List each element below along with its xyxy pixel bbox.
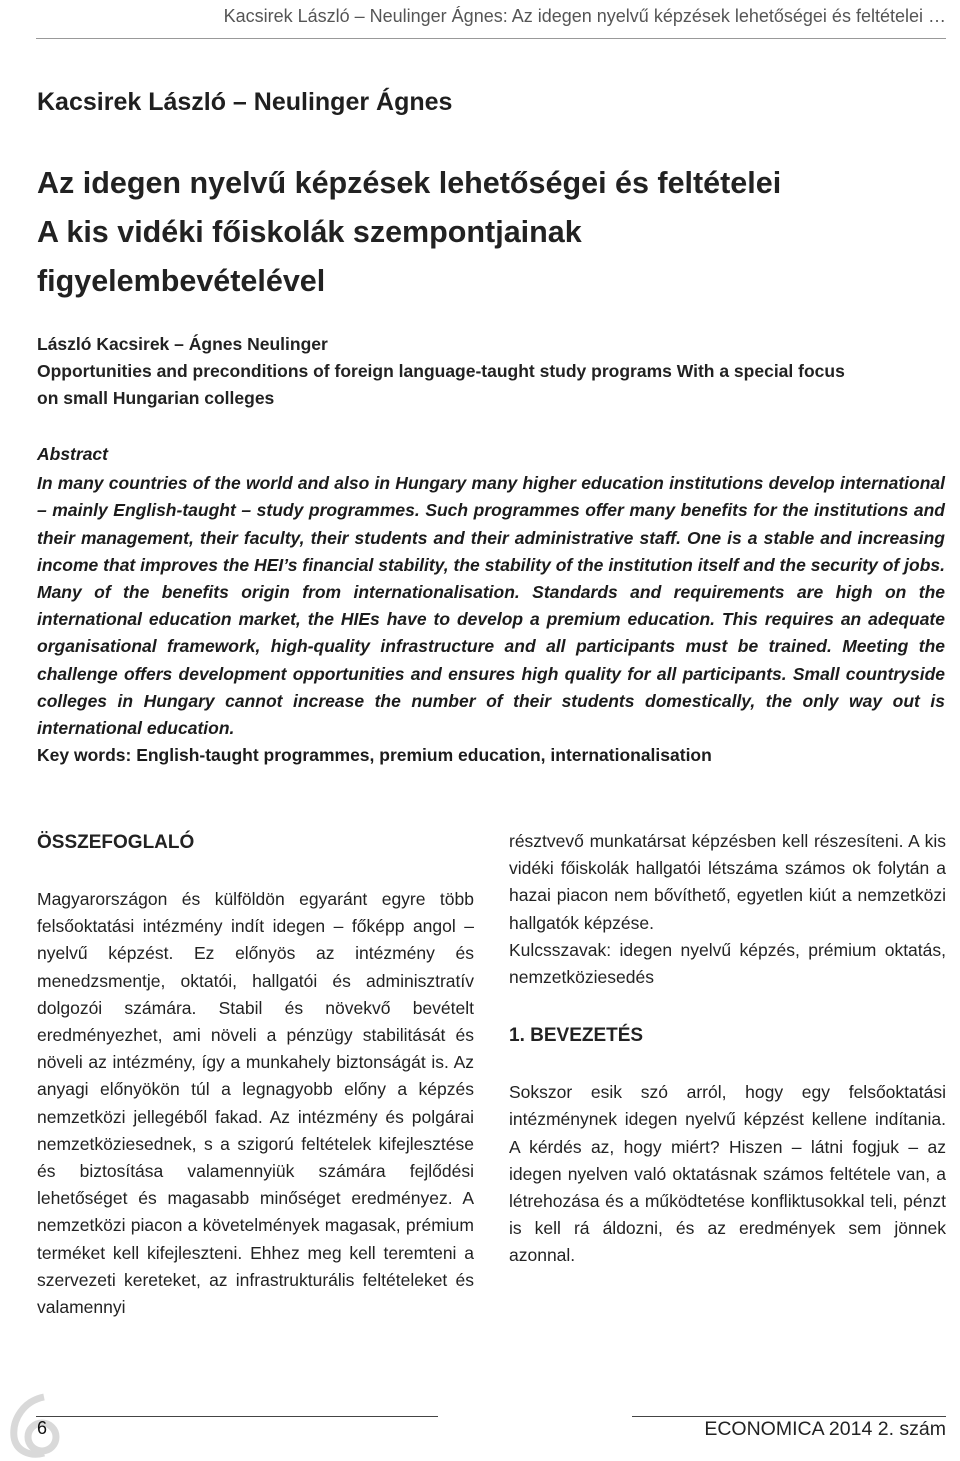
abstract-heading: Abstract <box>37 444 108 464</box>
summary-heading: ÖSSZEFOGLALÓ <box>37 832 195 853</box>
right-column <box>509 828 946 1270</box>
authors-english: László Kacsirek – Ágnes Neulinger <box>37 334 328 354</box>
title-english-line: on small Hungarian colleges <box>37 388 275 408</box>
title-line: A kis vidéki főiskolák szempontjainak <box>37 215 582 249</box>
title-english-line: Opportunities and preconditions of foreign language-taught study programs With a special focus <box>37 361 845 381</box>
page-number: 6 <box>37 1418 48 1438</box>
left-column <box>37 828 474 1321</box>
footer-left-rule <box>36 1416 438 1417</box>
title-hungarian <box>37 159 937 306</box>
intro-heading: 1. BEVEZETÉS <box>509 1025 644 1047</box>
header-rule <box>36 38 946 39</box>
summary-keywords: Kulcsszavak: idegen nyelvű képzés, prémium oktatás, nemzetköziesedés <box>509 939 946 988</box>
footer-right-rule <box>632 1416 946 1417</box>
summary-continuation: résztvevő munkatársat képzésben kell részesíteni. A kis vidéki főiskolák hallgatói létszáma számos ok folytán a hazai piacon nem bővíthető, egyetlen kiút a nemzetközi hallgatók képzése. <box>509 831 946 933</box>
abstract-keywords: Key words: English-taught programmes, premium education, internationalisation <box>37 745 712 766</box>
running-header: Kacsirek László – Neulinger Ágnes: Az idegen nyelvű képzések lehetőségei és feltételei … <box>223 6 946 26</box>
journal-name: ECONOMICA 2014 2. szám <box>704 1418 946 1440</box>
title-line: figyelembevételével <box>37 264 326 298</box>
abstract-text: In many countries of the world and also in Hungary many higher education institutions develop international – mainly English-taught – study programmes. Such programmes offer many benefits for the institutions and their management, their faculty, their students and their administrative staff. One is a stable and increasing income that improves the HEI’s financial stability, the stability of the institution itself and the security of jobs. Many of the benefits origin from internationalisation. Standards and requirements are high on the international education market, the HIEs have to develop a premium education. This requires an adequate organisational framework, high-quality infrastructure and all participants must be trained. Meeting the challenge offers development opportunities and ensures high quality for all participants. Small countryside colleges in Hungary cannot increase the number of their students domestically, the only way out is international education. <box>37 473 945 739</box>
authors-hungarian: Kacsirek László – Neulinger Ágnes <box>37 88 453 116</box>
english-title-block <box>37 331 942 412</box>
abstract <box>37 441 945 769</box>
intro-text: Sokszor esik szó arról, hogy egy felsőoktatási intézménynek idegen nyelvű képzést kellene indítania. A kérdés az, hogy miért? Hiszen – látni fogjuk – az idegen nyelven való oktatásnak számos feltétele van, a létrehozása és a működtetése konfliktusokkal teli, pénzt is kell rá áldozni, és az eredmények sem jönnek azonnal. <box>509 1082 946 1266</box>
summary-text: Magyarországon és külföldön egyaránt egyre több felsőoktatási intézmény indít idegen – főképp angol – nyelvű képzést. Ez előnyös az intézmény és menedzsmentje, oktatói, hallgatói és adminisztratív dolgozói számára. Stabil és növekvő bevételt eredményezhet, ami növeli a pénzügy stabilitását és növeli az intézmény, így a munkahely biztonságát is. Az anyagi előnyökön túl a legnagyobb előny a képzés nemzetközi jellegéből fakad. Az intézmény és polgárai nemzetköziesednek, s a szigorú feltételek kifejlesztése és biztosítása valamennyiük számára fejlődési lehetőséget és magasabb minőséget eredményez. A nemzetközi piacon a követelmények magasak, prémium terméket kell kifejleszteni. Ehhez meg kell teremteni a szervezeti kereteket, az infrastrukturális feltételeket és valamennyi <box>37 889 474 1318</box>
title-line: Az idegen nyelvű képzések lehetőségei és feltételei <box>37 166 782 200</box>
